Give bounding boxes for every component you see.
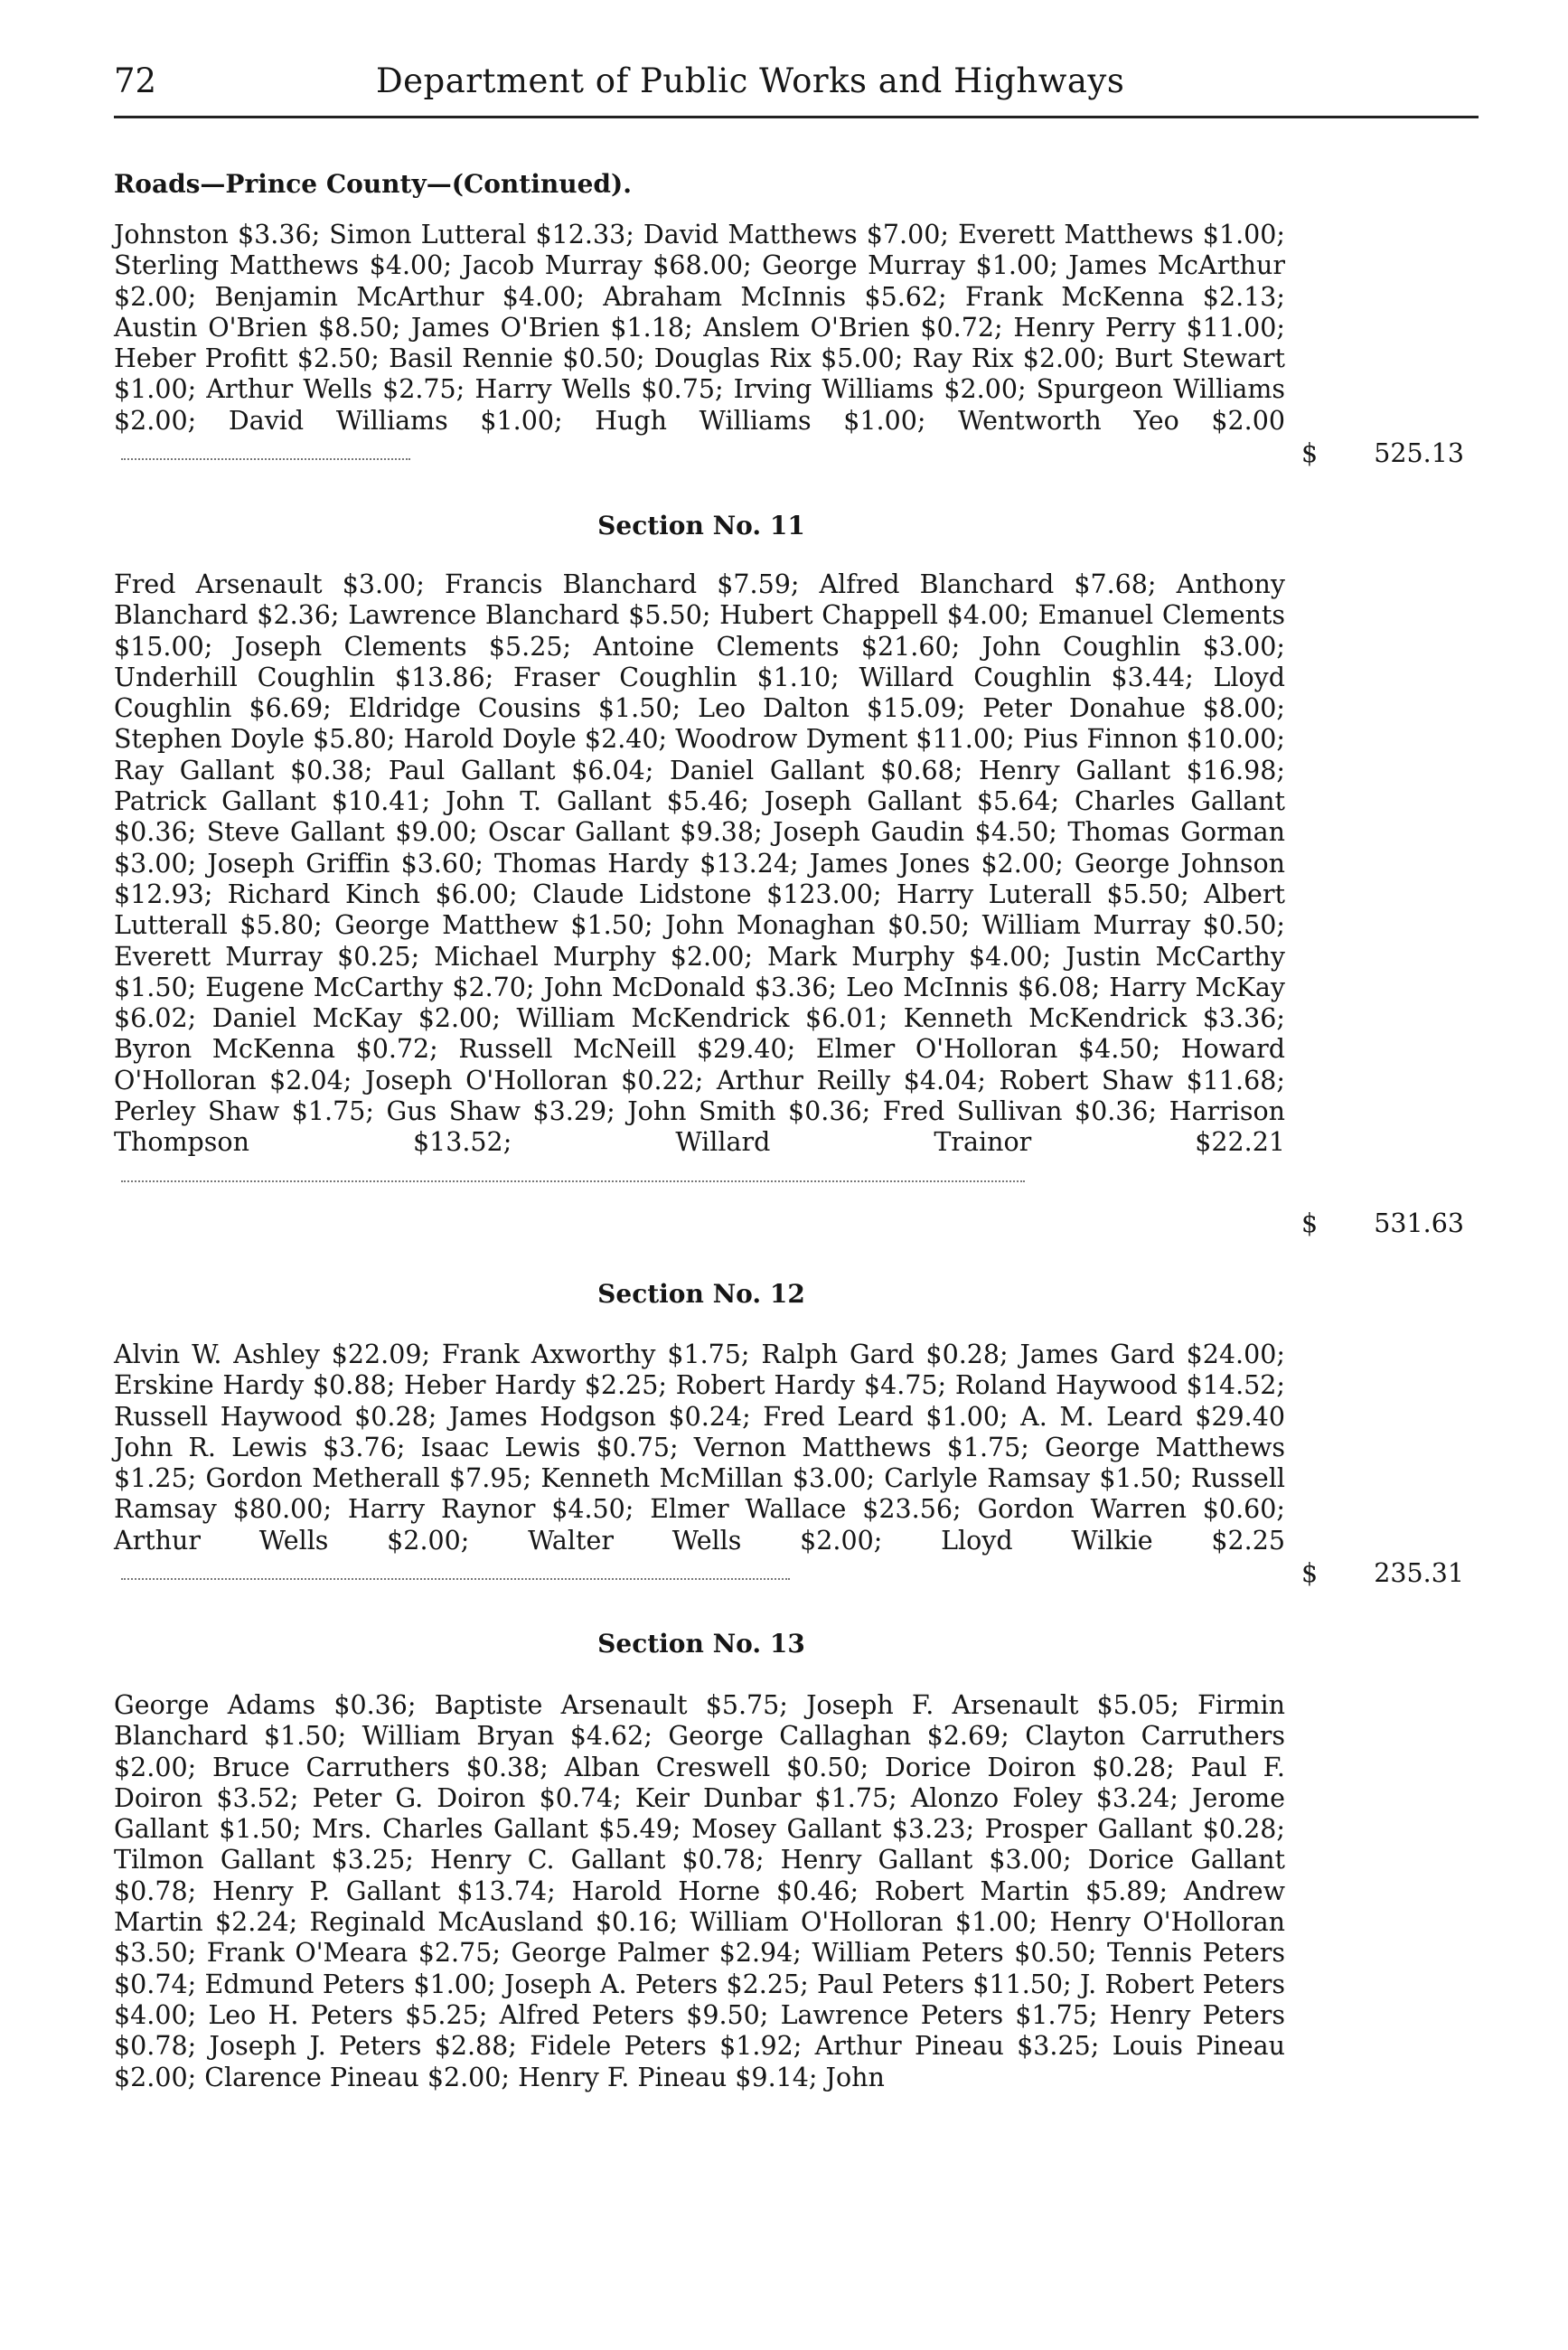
currency-sign: $ [1301, 438, 1319, 468]
page-header [114, 61, 1479, 118]
section-heading-12: Section No. 12 [597, 1279, 805, 1309]
currency-sign: $ [1301, 1558, 1319, 1588]
total-amount: 235.31 [1374, 1558, 1464, 1588]
paragraph-text: Alvin W. Ashley $22.09; Frank Axworthy $1.75; Ralph Gard $0.28; James Gard $24.00; Erskine Hardy $0.88; Heber Hardy $2.25; Robert Hardy $4.75; Roland Haywood $14.52; Russell Haywood $0.28; James Hodgson $0.24; Fred Leard $1.00; A. M. Leard $29.40 John R. Lewis $3.76; Isaac Lewis $0.75; Vernon Matthews $1.75; George Matthews $1.25; Gordon Metherall $7.95; Kenneth McMillan $3.00; Carlyle Ramsay $1.50; Russell Ramsay $80.00; Harry Raynor $4.50; Elmer Wallace $23.56; Gordon Warren $0.60; Arthur Wells $2.00; Walter Wells $2.00; Lloyd Wilkie $2.25 [114, 1340, 1285, 1556]
running-title: Department of Public Works and Highways [376, 61, 1125, 100]
leader-dots [121, 1577, 790, 1580]
leader-dots [121, 457, 410, 460]
paragraph-section-12 [114, 1340, 1285, 1587]
paragraph-section-13 [114, 1690, 1285, 2093]
paragraph-text: George Adams $0.36; Baptiste Arsenault $5.75; Joseph F. Arsenault $5.05; Firmin Blanchard $1.50; William Bryan $4.62; George Callaghan $2.69; Clayton Carruthers $2.00; Bruce Carruthers $0.38; Alban Creswell $0.50; Dorice Doiron $0.28; Paul F. Doiron $3.52; Peter G. Doiron $0.74; Keir Dunbar $1.75; Alonzo Foley $3.24; Jerome Gallant $1.50; Mrs. Charles Gallant $5.49; Mosey Gallant $3.23; Prosper Gallant $0.28; Tilmon Gallant $3.25; Henry C. Gallant $0.78; Henry Gallant $3.00; Dorice Gallant $0.78; Henry P. Gallant $13.74; Harold Horne $0.46; Robert Martin $5.89; Andrew Martin $2.24; Reginald McAusland $0.16; William O'Holloran $1.00; Henry O'Holloran $3.50; Frank O'Meara $2.75; George Palmer $2.94; William Peters $0.50; Tennis Peters $0.74; Edmund Peters $1.00; Joseph A. Peters $2.25; Paul Peters $11.50; J. Robert Peters $4.00; Leo H. Peters $5.25; Alfred Peters $9.50; Lawrence Peters $1.75; Henry Peters $0.78; Joseph J. Peters $2.88; Fidele Peters $1.92; Arthur Pineau $3.25; Louis Pineau $2.00; Clarence Pineau $2.00; Henry F. Pineau $9.14; John [114, 1690, 1285, 2092]
paragraph-text: Johnston $3.36; Simon Lutteral $12.33; David Matthews $7.00; Everett Matthews $1.00; Sterling Matthews $4.00; Jacob Murray $68.00; George Murray $1.00; James McArthur $2.00; Benjamin McArthur $4.00; Abraham McInnis $5.62; Frank McKenna $2.13; Austin O'Brien $8.50; James O'Brien $1.18; Anslem O'Brien $0.72; Henry Perry $11.00; Heber Profitt $2.50; Basil Rennie $0.50; Douglas Rix $5.00; Ray Rix $2.00; Burt Stewart $1.00; Arthur Wells $2.75; Harry Wells $0.75; Irving Williams $2.00; Spurgeon Williams $2.00; David Williams $1.00; Hugh Williams $1.00; Wentworth Yeo $2.00 [114, 220, 1285, 436]
continued-heading: Roads—Prince County—(Continued). [114, 169, 632, 199]
currency-sign: $ [1301, 1208, 1319, 1238]
paragraph-continued [114, 220, 1285, 467]
section-heading-11: Section No. 11 [597, 511, 805, 540]
total-amount: 525.13 [1374, 438, 1464, 468]
total-amount: 531.63 [1374, 1208, 1464, 1238]
section-heading-13: Section No. 13 [597, 1629, 805, 1659]
page-number: 72 [114, 61, 157, 100]
leader-dots [121, 1180, 1025, 1182]
paragraph-section-11 [114, 569, 1285, 1189]
paragraph-text: Fred Arsenault $3.00; Francis Blanchard $7.59; Alfred Blanchard $7.68; Anthony Blanchard $2.36; Lawrence Blanchard $5.50; Hubert Chappell $4.00; Emanuel Clements $15.00; Joseph Clements $5.25; Antoine Clements $21.60; John Coughlin $3.00; Underhill Coughlin $13.86; Fraser Coughlin $1.10; Willard Coughlin $3.44; Lloyd Coughlin $6.69; Eldridge Cousins $1.50; Leo Dalton $15.09; Peter Donahue $8.00; Stephen Doyle $5.80; Harold Doyle $2.40; Woodrow Dyment $11.00; Pius Finnon $10.00; Ray Gallant $0.38; Paul Gallant $6.04; Daniel Gallant $0.68; Henry Gallant $16.98; Patrick Gallant $10.41; John T. Gallant $5.46; Joseph Gallant $5.64; Charles Gallant $0.36; Steve Gallant $9.00; Oscar Gallant $9.38; Joseph Gaudin $4.50; Thomas Gorman $3.00; Joseph Griffin $3.60; Thomas Hardy $13.24; James Jones $2.00; George Johnson $12.93; Richard Kinch $6.00; Claude Lidstone $123.00; Harry Luterall $5.50; Albert Lutterall $5.80; George Matthew $1.50; John Monaghan $0.50; William Murray $0.50; Everett Murray $0.25; Michael Murphy $2.00; Mark Murphy $4.00; Justin McCarthy $1.50; Eugene McCarthy $2.70; John McDonald $3.36; Leo McInnis $6.08; Harry McKay $6.02; Daniel McKay $2.00; William McKendrick $6.01; Kenneth McKendrick $3.36; Byron McKenna $0.72; Russell McNeill $29.40; Elmer O'Holloran $4.50; Howard O'Holloran $2.04; Joseph O'Holloran $0.22; Arthur Reilly $4.04; Robert Shaw $11.68; Perley Shaw $1.75; Gus Shaw $3.29; John Smith $0.36; Fred Sullivan $0.36; Harrison Thompson $13.52; Willard Trainor $22.21 [114, 569, 1285, 1158]
